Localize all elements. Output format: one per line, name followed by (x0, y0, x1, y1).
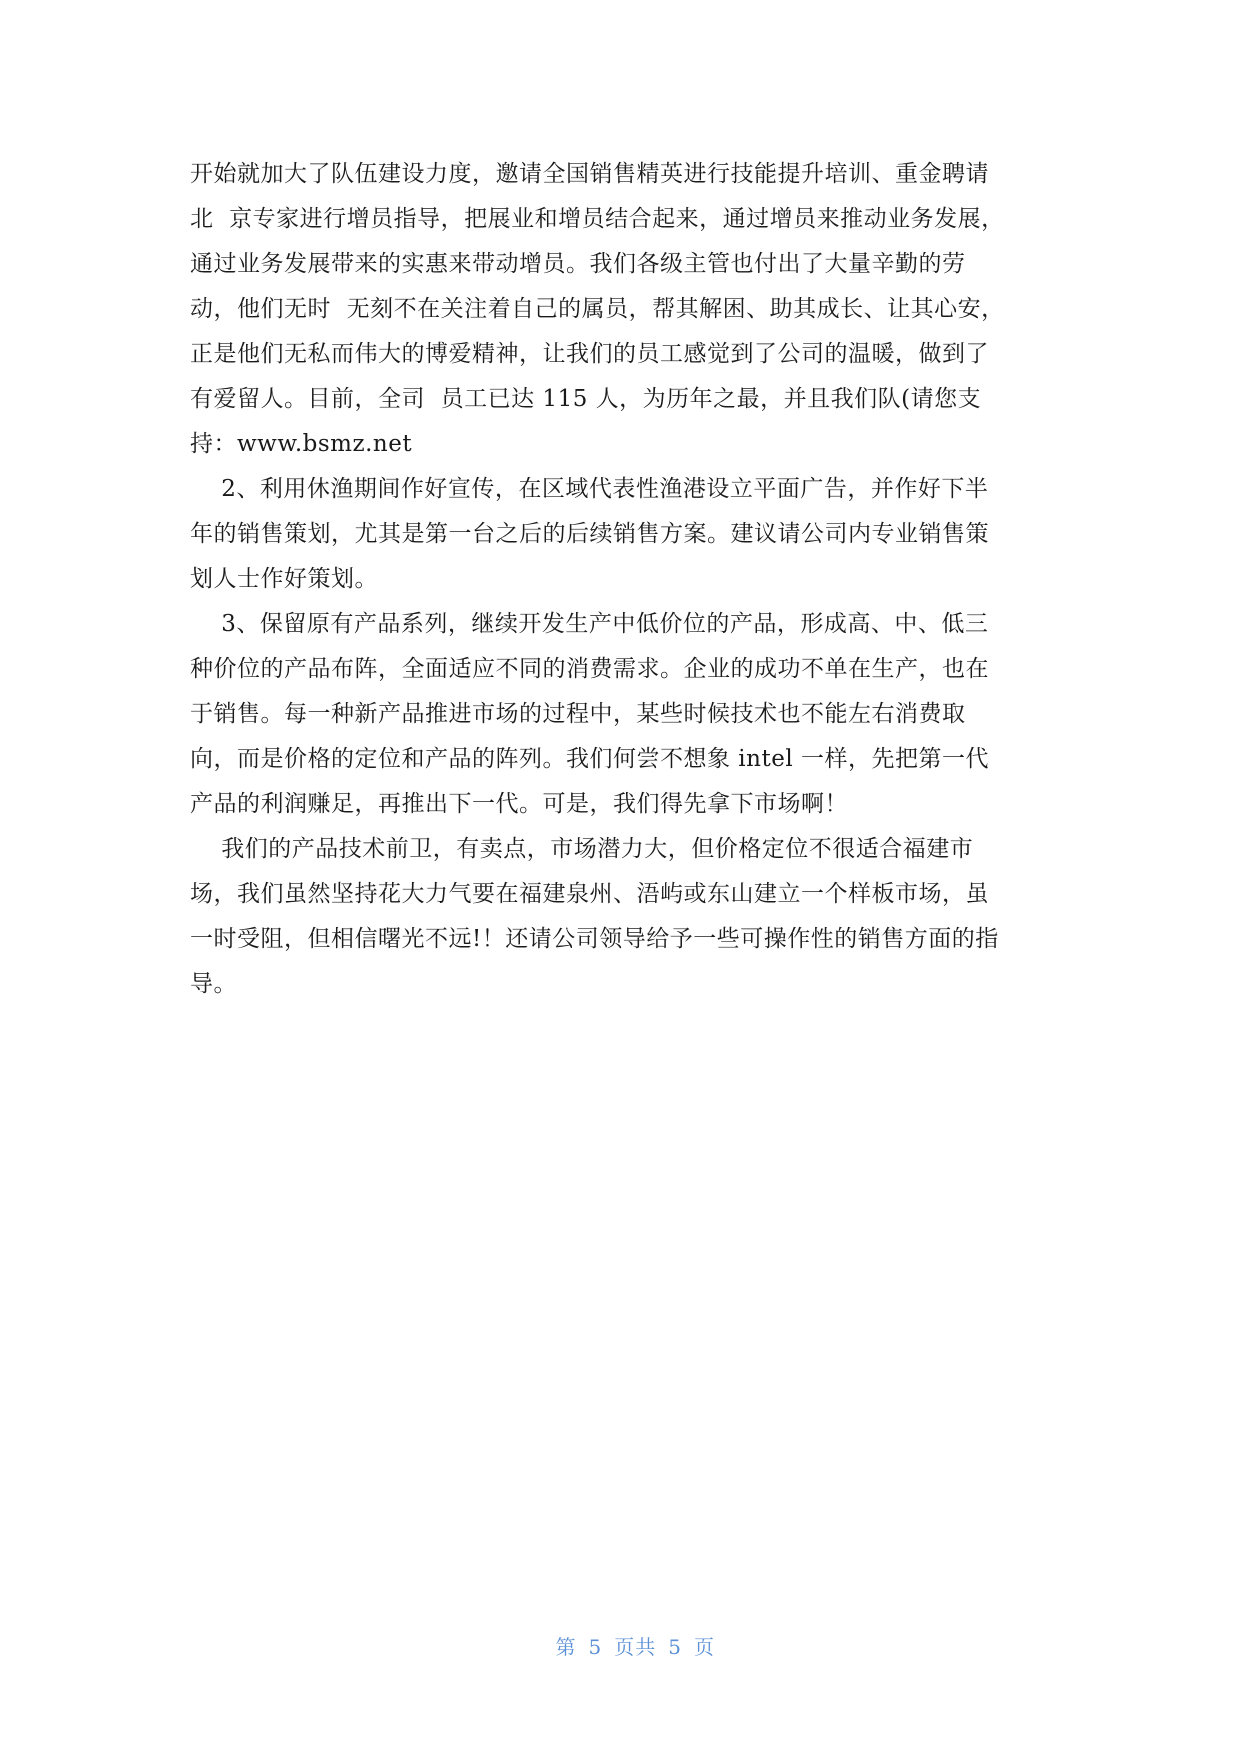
text-line: 持：www.bsmz.net (190, 431, 413, 457)
text-line: 划人士作好策划。 (190, 566, 378, 592)
text-line: 种价位的产品布阵，全面适应不同的消费需求。企业的成功不单在生产，也在 (190, 656, 989, 682)
text-line: 开始就加大了队伍建设力度，邀请全国销售精英进行技能提升培训、重金聘请 (190, 161, 989, 187)
total-page-number: 5 (668, 1635, 682, 1659)
text-line: 我们的产品技术前卫，有卖点，市场潜力大，但价格定位不很适合福建市 (190, 836, 974, 862)
document-body (190, 152, 1060, 1007)
text-line: 一时受阻，但相信曙光不远!！还请公司领导给予一些可操作性的销售方面的指 (190, 926, 999, 952)
text-line: 产品的利润赚足，再推出下一代。可是，我们得先拿下市场啊！ (190, 791, 848, 817)
text-line: 正是他们无私而伟大的博爱精神，让我们的员工感觉到了公司的温暖，做到了 (190, 341, 989, 367)
text-line: 有爱留人。目前，全司 员工已达 115 人，为历年之最，并且我们队(请您支 (190, 386, 982, 412)
text-line: 导。 (190, 971, 237, 997)
footer-suffix: 页 (693, 1635, 715, 1659)
text-line: 向，而是价格的定位和产品的阵列。我们何尝不想象 intel 一样，先把第一代 (190, 746, 990, 772)
text-line: 于销售。每一种新产品推进市场的过程中，某些时候技术也不能左右消费取 (190, 701, 966, 727)
text-line: 3、保留原有产品系列，继续开发生产中低价位的产品，形成高、中、低三 (190, 611, 989, 637)
text-line: 通过业务发展带来的实惠来带动增员。我们各级主管也付出了大量辛勤的劳 (190, 251, 966, 277)
text-line: 2、利用休渔期间作好宣传，在区域代表性渔港设立平面广告，并作好下半 (190, 476, 989, 502)
text-line: 北 京专家进行增员指导，把展业和增员结合起来，通过增员来推动业务发展， (190, 206, 1005, 232)
text-line: 年的销售策划，尤其是第一台之后的后续销售方案。建议请公司内专业销售策 (190, 521, 989, 547)
current-page-number: 5 (588, 1635, 603, 1659)
footer-prefix: 第 (555, 1635, 577, 1659)
text-line: 动，他们无时 无刻不在关注着自己的属员，帮其解困、助其成长、让其心安， (190, 296, 1005, 322)
page-footer (0, 1607, 1241, 1684)
text-line: 场，我们虽然坚持花大力气要在福建泉州、浯屿或东山建立一个样板市场，虽 (190, 881, 989, 907)
footer-middle: 页共 (614, 1635, 657, 1659)
